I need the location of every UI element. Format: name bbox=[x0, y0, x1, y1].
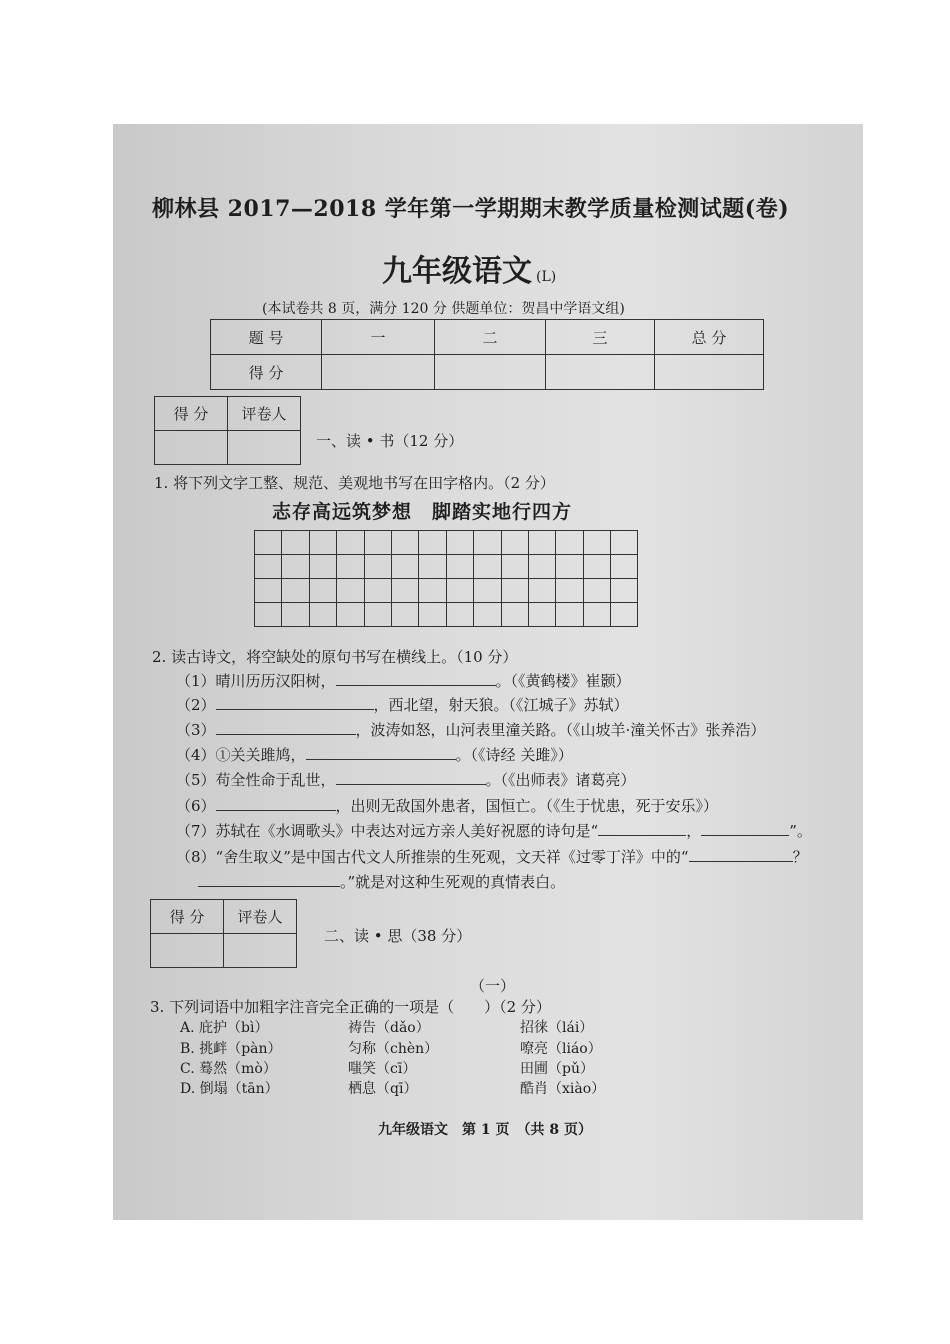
grader-cell[interactable] bbox=[224, 934, 297, 968]
grader-label: 评卷人 bbox=[224, 900, 297, 934]
exam-title: 柳林县 2017—2018 学年第一学期期末教学质量检测试题(卷) bbox=[152, 196, 790, 222]
grader-box-2 bbox=[150, 899, 297, 968]
poem-line-1 bbox=[176, 670, 631, 691]
poem-line-8-cont bbox=[198, 871, 565, 892]
line-text: （6） bbox=[176, 797, 216, 815]
answer-blank[interactable] bbox=[598, 823, 686, 836]
line-text: ，波涛如怒，山河表里潼关路。（《山坡羊·潼关怀古》张养浩） bbox=[355, 721, 766, 739]
score-row-label: 得 分 bbox=[211, 355, 322, 390]
option-d-2: 栖息（qī） bbox=[348, 1081, 418, 1097]
line-text: 。”就是对这种生死观的真情表白。 bbox=[340, 873, 566, 891]
tianzige-grid[interactable] bbox=[254, 530, 638, 627]
grader-score-cell[interactable] bbox=[151, 934, 224, 968]
score-table-header: 二 bbox=[435, 320, 546, 355]
subject-mark: (L) bbox=[536, 269, 557, 285]
grader-score-cell[interactable] bbox=[155, 431, 228, 465]
option-b-2: 匀称（chèn） bbox=[348, 1041, 439, 1057]
score-cell[interactable] bbox=[322, 355, 435, 390]
line-text: ， bbox=[686, 822, 702, 840]
subject-title bbox=[382, 246, 556, 290]
exam-info: (本试卷共 8 页，满分 120 分 供题单位：贺昌中学语文组) bbox=[262, 301, 625, 317]
option-a-3: 招徕（lái） bbox=[520, 1020, 594, 1036]
option-d-3: 酷肖（xiào） bbox=[520, 1081, 606, 1097]
line-text: ，出则无敌国外患者，国恒亡。（《生于忧患，死于安乐》） bbox=[335, 797, 719, 815]
answer-blank[interactable] bbox=[306, 747, 456, 760]
poem-line-4 bbox=[176, 744, 573, 765]
section-2-title: 二、读 • 思（38 分） bbox=[324, 927, 472, 945]
grader-label: 评卷人 bbox=[228, 397, 301, 431]
line-text: （7）苏轼在《水调歌头》中表达对远方亲人美好祝愿的诗句是“ bbox=[176, 822, 599, 840]
grader-cell[interactable] bbox=[228, 431, 301, 465]
answer-blank[interactable] bbox=[336, 673, 496, 686]
line-text: ？ bbox=[792, 848, 808, 866]
answer-blank[interactable] bbox=[689, 849, 793, 862]
grader-score-label: 得 分 bbox=[155, 397, 228, 431]
grader-score-label: 得 分 bbox=[151, 900, 224, 934]
option-d-1: D. 倒塌（tān） bbox=[180, 1081, 279, 1097]
poem-line-8 bbox=[176, 846, 808, 867]
line-text: （1）晴川历历汉阳树， bbox=[176, 672, 336, 690]
line-text: （2） bbox=[176, 696, 216, 714]
option-b-1: B. 挑衅（pàn） bbox=[180, 1041, 282, 1057]
calligraphy-text: 志存高远筑梦想 脚踏实地行四方 bbox=[272, 501, 573, 523]
line-text: （5）苟全性命于乱世， bbox=[176, 771, 336, 789]
option-b-3: 嘹亮（liáo） bbox=[520, 1041, 602, 1057]
score-table-header: 三 bbox=[546, 320, 655, 355]
answer-blank[interactable] bbox=[336, 772, 486, 785]
poem-line-7 bbox=[176, 820, 812, 841]
poem-line-2 bbox=[176, 694, 629, 715]
option-c-2: 嗤笑（cī） bbox=[348, 1061, 417, 1077]
line-text: ，西北望，射天狼。（《江城子》苏轼） bbox=[373, 696, 629, 714]
score-table-header: 总 分 bbox=[655, 320, 764, 355]
page-footer: 九年级语文 第 1 页 （共 8 页） bbox=[378, 1122, 592, 1138]
option-a-1: A. 庇护（bì） bbox=[180, 1020, 269, 1036]
answer-blank[interactable] bbox=[701, 823, 789, 836]
line-text: 。（《诗经 关雎》） bbox=[455, 746, 573, 764]
answer-blank[interactable] bbox=[198, 874, 340, 887]
question-3: 3. 下列词语中加粗字注音完全正确的一项是（ ）（2 分） bbox=[150, 998, 551, 1016]
question-1: 1. 将下列文字工整、规范、美观地书写在田字格内。（2 分） bbox=[154, 474, 555, 492]
score-table bbox=[210, 319, 764, 390]
question-2: 2. 读古诗文，将空缺处的原句书写在横线上。（10 分） bbox=[152, 648, 518, 666]
line-text: 。（《黄鹤楼》崔颢） bbox=[495, 672, 631, 690]
part-label: （一） bbox=[470, 977, 516, 995]
score-table-header: 题 号 bbox=[211, 320, 322, 355]
answer-blank[interactable] bbox=[216, 697, 374, 710]
subject-name: 九年级语文 bbox=[382, 254, 532, 289]
option-c-3: 田圃（pǔ） bbox=[520, 1061, 594, 1077]
poem-line-3 bbox=[176, 719, 765, 740]
option-c-1: C. 蓦然（mò） bbox=[180, 1061, 277, 1077]
line-text: （8）“舍生取义”是中国古代文人所推崇的生死观，文天祥《过零丁洋》中的“ bbox=[176, 848, 689, 866]
score-table-header: 一 bbox=[322, 320, 435, 355]
score-cell[interactable] bbox=[435, 355, 546, 390]
answer-blank[interactable] bbox=[216, 798, 336, 811]
answer-blank[interactable] bbox=[216, 722, 356, 735]
line-text: （4）①关关雎鸠， bbox=[176, 746, 306, 764]
line-text: （3） bbox=[176, 721, 216, 739]
option-a-2: 祷告（dǎo） bbox=[348, 1020, 430, 1036]
line-text: ”。 bbox=[789, 822, 812, 840]
grader-box-1 bbox=[154, 396, 301, 465]
score-cell[interactable] bbox=[655, 355, 764, 390]
section-1-title: 一、读 • 书（12 分） bbox=[316, 432, 464, 450]
line-text: 。（《出师表》诸葛亮） bbox=[485, 771, 636, 789]
poem-line-5 bbox=[176, 769, 636, 790]
score-cell[interactable] bbox=[546, 355, 655, 390]
poem-line-6 bbox=[176, 795, 718, 816]
